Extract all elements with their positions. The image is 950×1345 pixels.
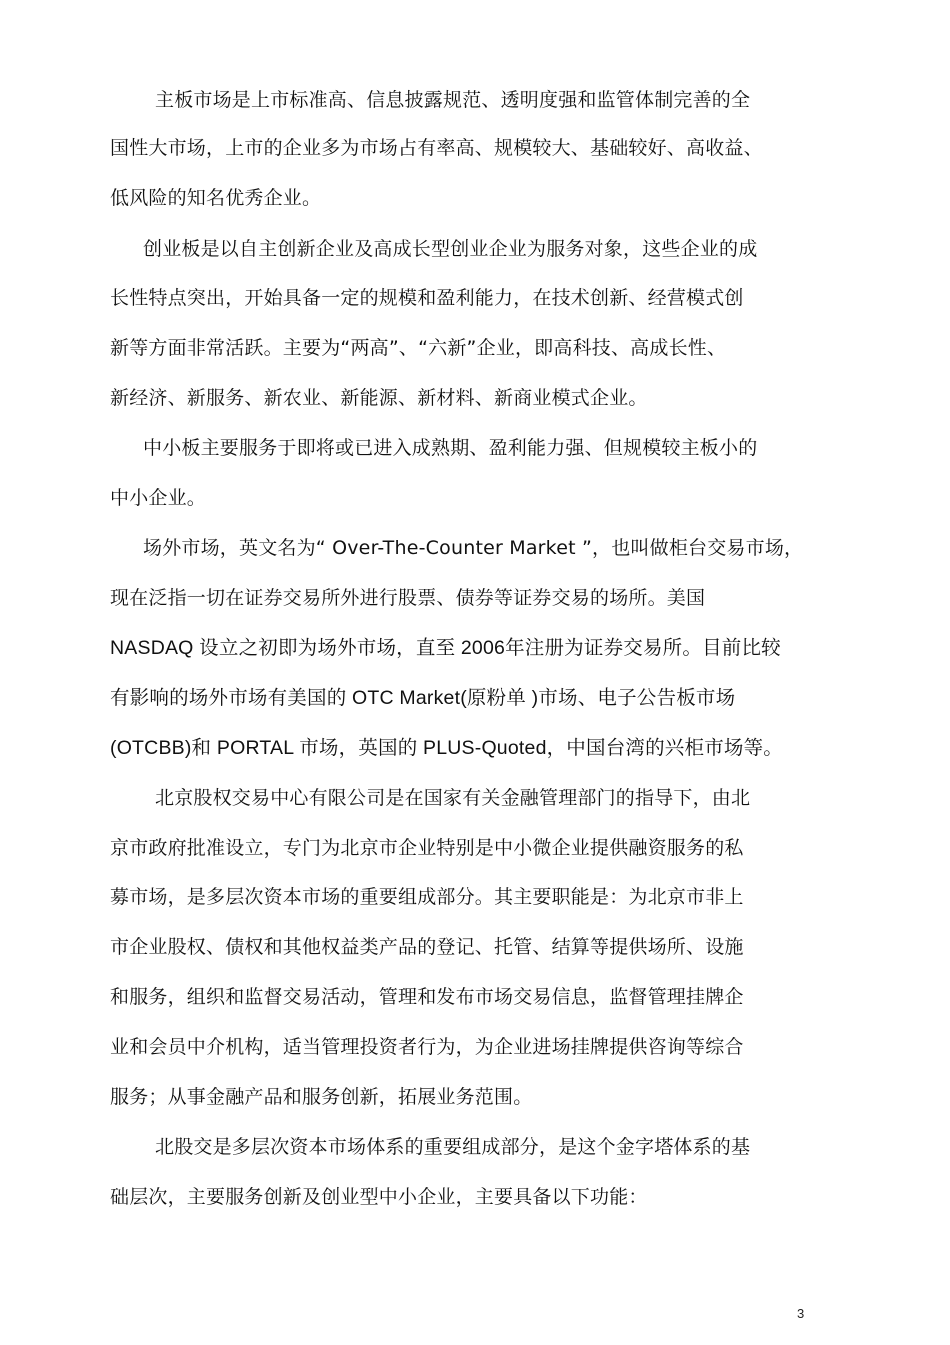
text-line: 服务；从事金融产品和服务创新，拓展业务范围。 — [110, 1086, 533, 1108]
text-line: NASDAQ 设立之初即为场外市场，直至 2006年注册为证券交易所。目前比较 — [110, 637, 781, 659]
text-line: 新等方面非常活跃。主要为“两高”、“六新”企业，即高科技、高成长性、 — [110, 337, 727, 359]
text-line: 和服务，组织和监督交易活动，管理和发布市场交易信息，监督管理挂牌企 — [110, 986, 744, 1008]
text-line: 募市场，是多层次资本市场的重要组成部分。其主要职能是：为北京市非上 — [110, 886, 744, 908]
text-line: 创业板是以自主创新企业及高成长型创业企业为服务对象，这些企业的成 — [143, 238, 758, 260]
text-line: 京市政府批准设立，专门为北京市企业特别是中小微企业提供融资服务的私 — [110, 837, 744, 859]
text-line: 长性特点突出，开始具备一定的规模和盈利能力，在技术创新、经营模式创 — [110, 287, 744, 309]
text-line: 础层次，主要服务创新及创业型中小企业，主要具备以下功能： — [110, 1186, 648, 1208]
text-line: 业和会员中介机构，适当管理投资者行为，为企业进场挂牌提供咨询等综合 — [110, 1036, 744, 1058]
page-number: 3 — [797, 1306, 805, 1321]
text-line: 场外市场，英文名为“ Over-The-Counter Market ”，也叫做柜台交易市场， — [143, 537, 804, 559]
text-line: 低风险的知名优秀企业。 — [110, 187, 322, 209]
text-line: 北京股权交易中心有限公司是在国家有关金融管理部门的指导下，由北 — [155, 787, 751, 809]
text-line: 有影响的场外市场有美国的 OTC Market(原粉单 )市场、电子公告板市场 — [110, 687, 736, 709]
text-line: (OTCBB)和 PORTAL 市场，英国的 PLUS-Quoted，中国台湾的兴柜市场等。 — [110, 737, 784, 759]
text-line: 中小板主要服务于即将或已进入成熟期、盈利能力强、但规模较主板小的 — [143, 437, 758, 459]
text-line: 市企业股权、债权和其他权益类产品的登记、托管、结算等提供场所、设施 — [110, 936, 744, 958]
text-line: 主板市场是上市标准高、信息披露规范、透明度强和监管体制完善的全 — [155, 89, 751, 111]
text-line: 中小企业。 — [110, 487, 207, 509]
text-line: 现在泛指一切在证券交易所外进行股票、债券等证券交易的场所。美国 — [110, 587, 706, 609]
text-line: 新经济、新服务、新农业、新能源、新材料、新商业模式企业。 — [110, 387, 648, 409]
text-line: 国性大市场，上市的企业多为市场占有率高、规模较大、基础较好、高收益、 — [110, 137, 763, 159]
text-line: 北股交是多层次资本市场体系的重要组成部分，是这个金字塔体系的基 — [155, 1136, 751, 1158]
